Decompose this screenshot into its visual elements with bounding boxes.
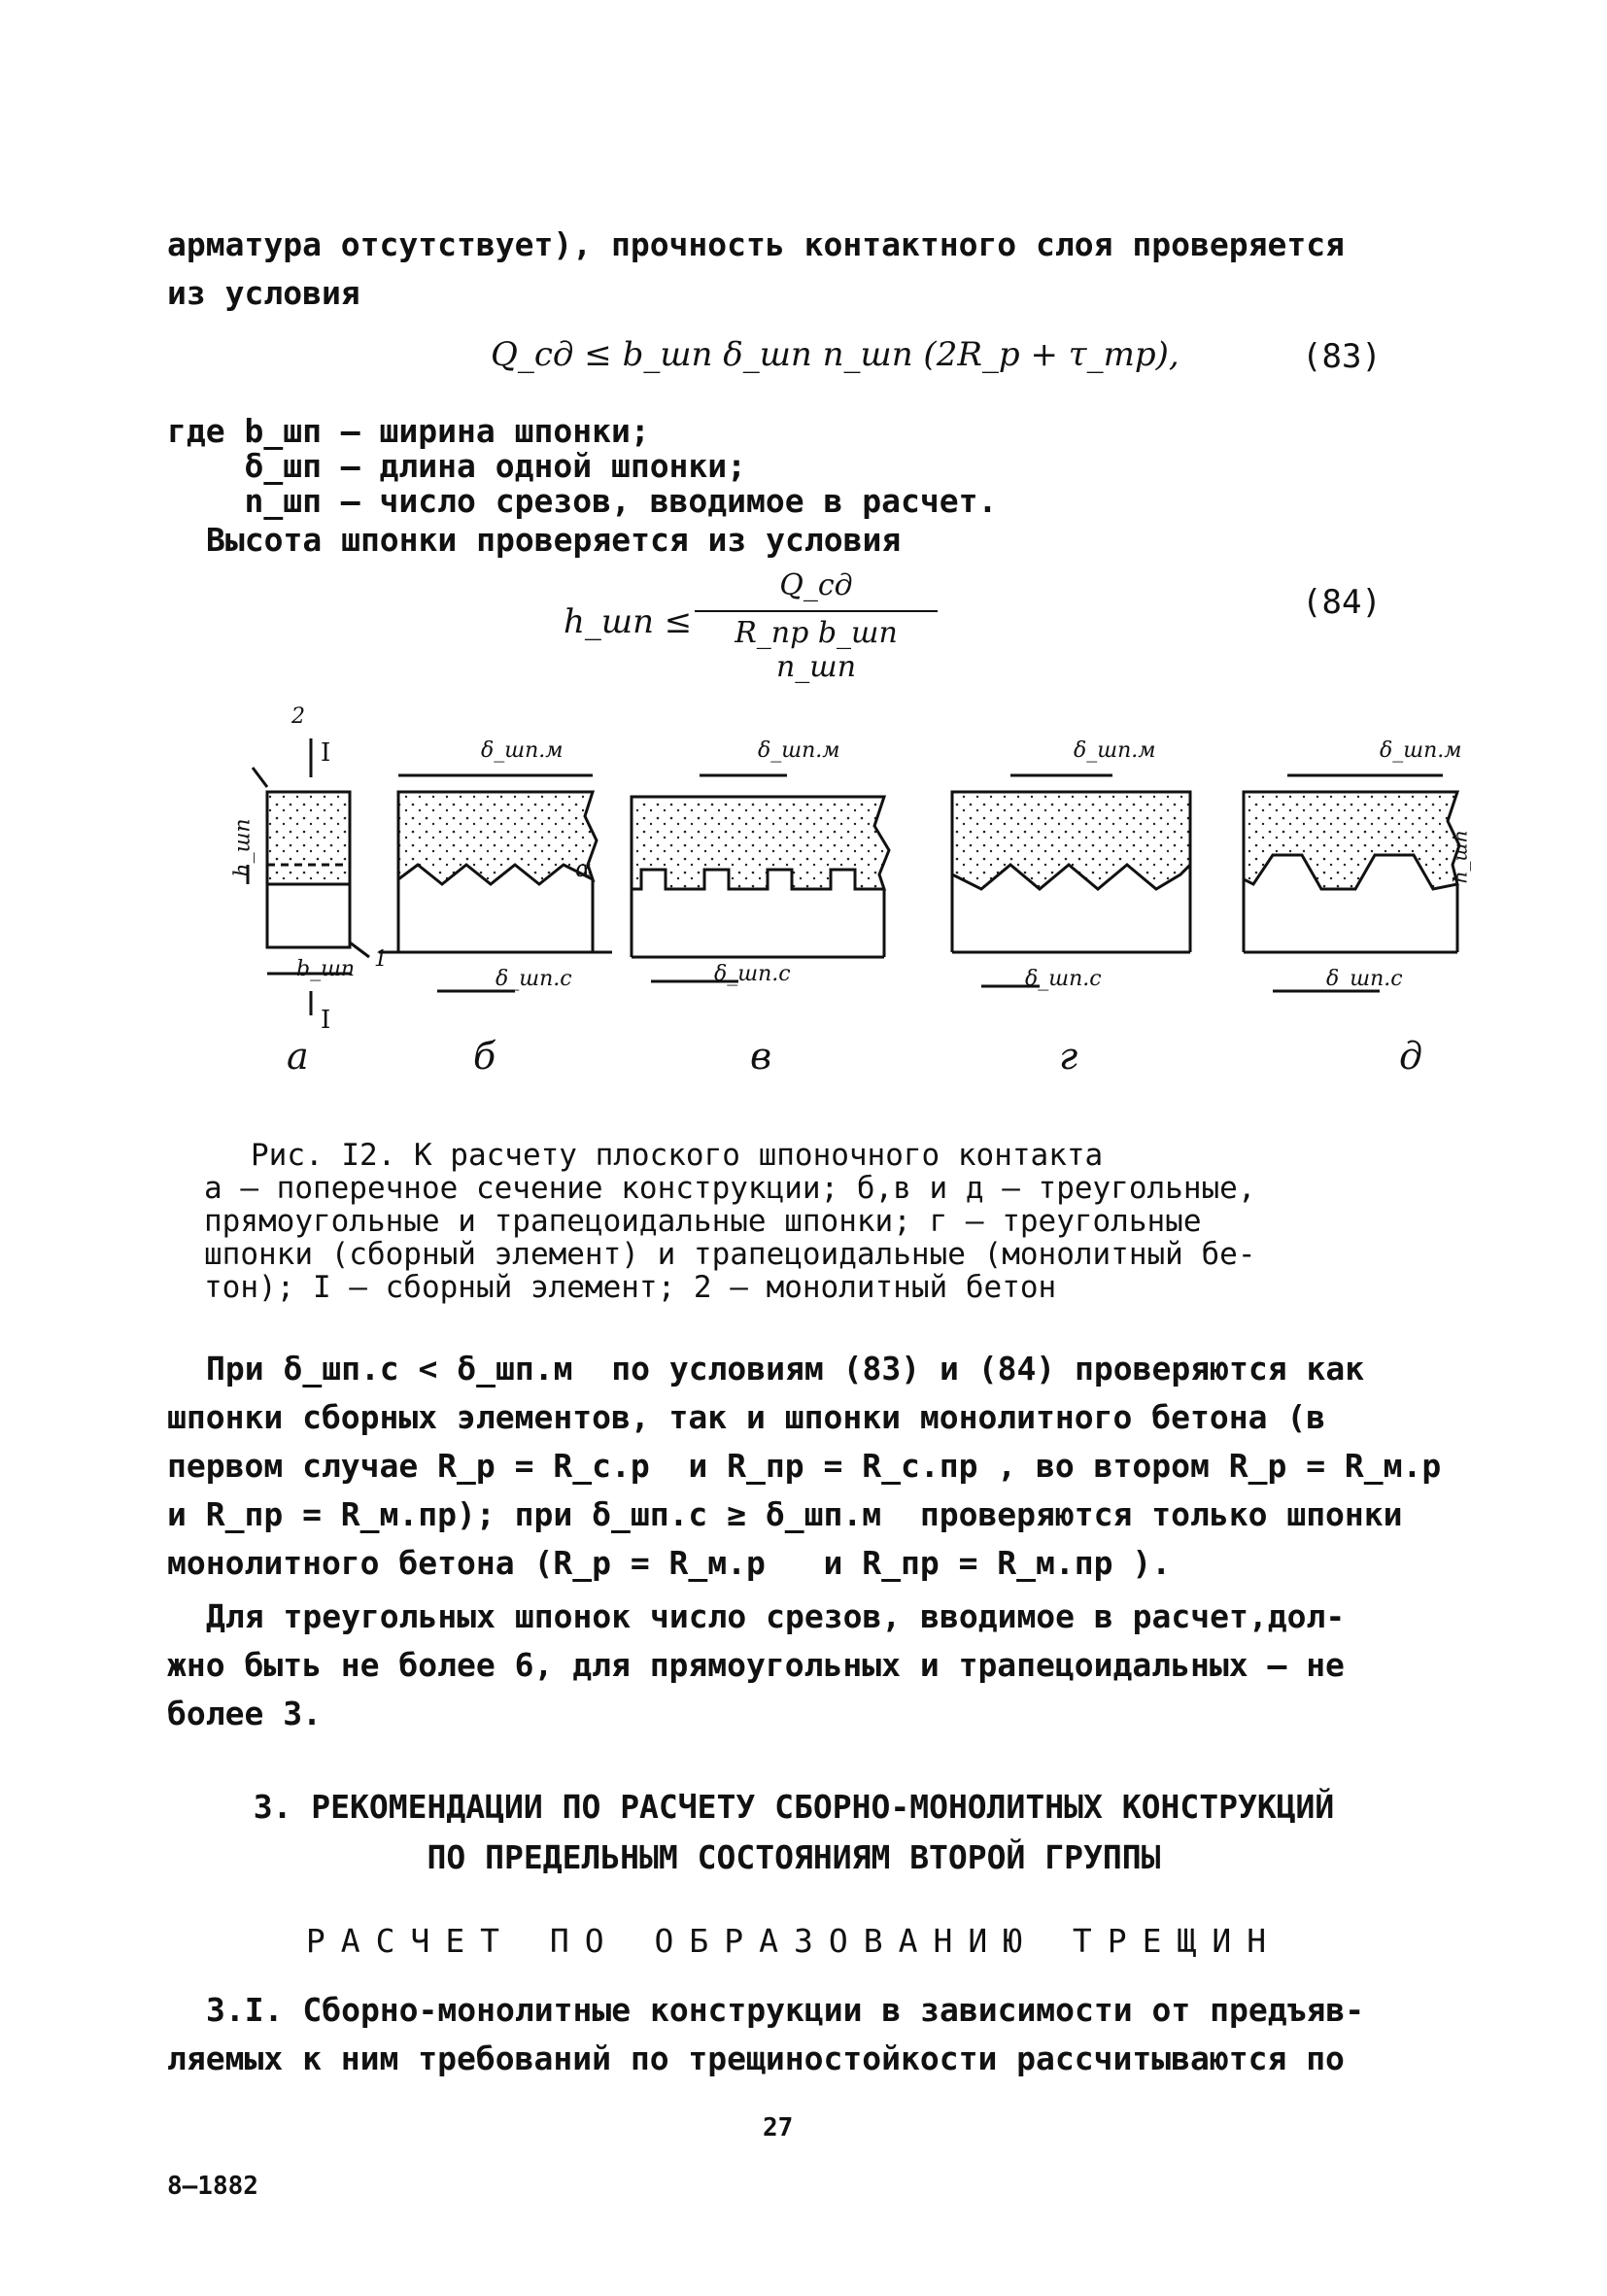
fig-d-height: h_шп [1448,830,1472,884]
formula-83-number: (83) [1302,337,1382,376]
fig-g-top-dim: δ_шп.м [1074,738,1156,763]
para1-line-4: и R_пр = R_м.пр); при δ_шп.с ≥ δ_шп.м проверяются только шпонки [167,1495,1403,1533]
fig-label-g: г [1059,1035,1078,1078]
intro-line-2: из условия [167,274,360,312]
fig-a-height: h_шп [230,818,256,877]
caption-line-1: Рис. I2. К расчету плоского шпоночного контакта [251,1138,1104,1173]
figure-d-trapezoidal [1244,775,1459,991]
intro-line-1: арматура отсутствует), прочность контактного слоя проверяется [167,225,1345,263]
formula-84-numerator: Q_сд [779,568,853,602]
fig-a-section-bottom: I [321,1006,331,1035]
footer-code: 8–1882 [167,2172,258,2201]
formula-84-denominator: R_пр b_шп n_шп [735,616,898,684]
fig-a-section-top: I [321,738,331,768]
height-check-text: Высота шпонки проверяется из условия [206,521,902,559]
fig-label-d: д [1399,1035,1423,1078]
para1-line-2: шпонки сборных элементов, так и шпонки монолитного бетона (в [167,1398,1326,1436]
subheading: РАСЧЕТ ПО ОБРАЗОВАНИЮ ТРЕЩИН [305,1922,1282,1960]
caption-line-5: тон); I – сборный элемент; 2 – монолитный бетон [204,1270,1057,1305]
fig-b-angle: α [575,855,592,882]
fig-a-width: b_шп [296,957,356,981]
fig-label-b: б [473,1035,496,1078]
where-line-3: n_шп – число срезов, вводимое в расчет. [167,482,998,520]
section-3-heading-line-2: ПО ПРЕДЕЛЬНЫМ СОСТОЯНИЯМ ВТОРОЙ ГРУППЫ [427,1838,1161,1876]
para1-line-3: первом случае R_p = R_c.p и R_пр = R_c.пр , во втором R_p = R_м.р [167,1447,1442,1485]
formula-83: Q_сд ≤ b_шп δ_шп n_шп (2R_p + τ_тр), [491,335,1180,374]
fraction-bar [695,610,938,612]
figure-v-rectangular [632,775,889,981]
fig-d-top-dim: δ_шп.м [1380,738,1462,763]
fig-b-top-dim: δ_шп.м [481,738,564,763]
para3-line-1: 3.I. Сборно-монолитные конструкции в зависимости от предъяв- [206,1991,1365,2029]
page-number: 27 [763,2113,794,2142]
fig-v-top-dim: δ_шп.м [758,738,840,763]
fig-g-bottom-dim: δ_шп.с [1025,967,1102,991]
para3-line-2: ляемых к ним требований по трещиностойкости рассчитываются по [167,2039,1345,2077]
para2-line-3: более 3. [167,1695,322,1732]
caption-line-4: шпонки (сборный элемент) и трапецоидальные (монолитный бе- [204,1237,1256,1272]
figure-b-triangular [379,775,612,991]
where-line-1: где b_шп – ширина шпонки; [167,412,650,450]
fig-d-bottom-dim: δ_шп.с [1326,967,1403,991]
para2-line-2: жно быть не более 6, для прямоугольных и трапецоидальных – не [167,1646,1345,1684]
fig-a-label-2: 2 [291,704,305,729]
para1-line-1: При δ_шп.с < δ_шп.м по условиям (83) и (84) проверяются как [206,1350,1365,1388]
fig-v-bottom-dim: δ_шп.с [714,962,791,986]
caption-line-3: прямоугольные и трапецоидальные шпонки; г – треугольные [204,1204,1202,1239]
formula-84-lhs: h_шп ≤ [564,602,693,641]
fig-label-v: в [750,1035,772,1078]
fig-a-label-1: 1 [374,947,388,972]
para2-line-1: Для треугольных шпонок число срезов, вводимое в расчет,дол- [206,1597,1346,1635]
para1-line-5: монолитного бетона (R_p = R_м.р и R_пр = R_м.пр ). [167,1544,1172,1582]
fig-b-bottom-dim: δ_шп.с [496,967,572,991]
fig-label-a: а [287,1035,309,1078]
where-line-2: δ_шп – длина одной шпонки; [167,447,747,485]
formula-84-number: (84) [1302,583,1382,622]
caption-line-2: а – поперечное сечение конструкции; б,в и д – треугольные, [204,1171,1256,1206]
figure-g-triangular-precast [952,775,1190,986]
section-3-heading-line-1: 3. РЕКОМЕНДАЦИИ ПО РАСЧЕТУ СБОРНО-МОНОЛИТНЫХ КОНСТРУКЦИЙ [253,1788,1335,1826]
keyed-contact-figure [230,719,1496,1040]
